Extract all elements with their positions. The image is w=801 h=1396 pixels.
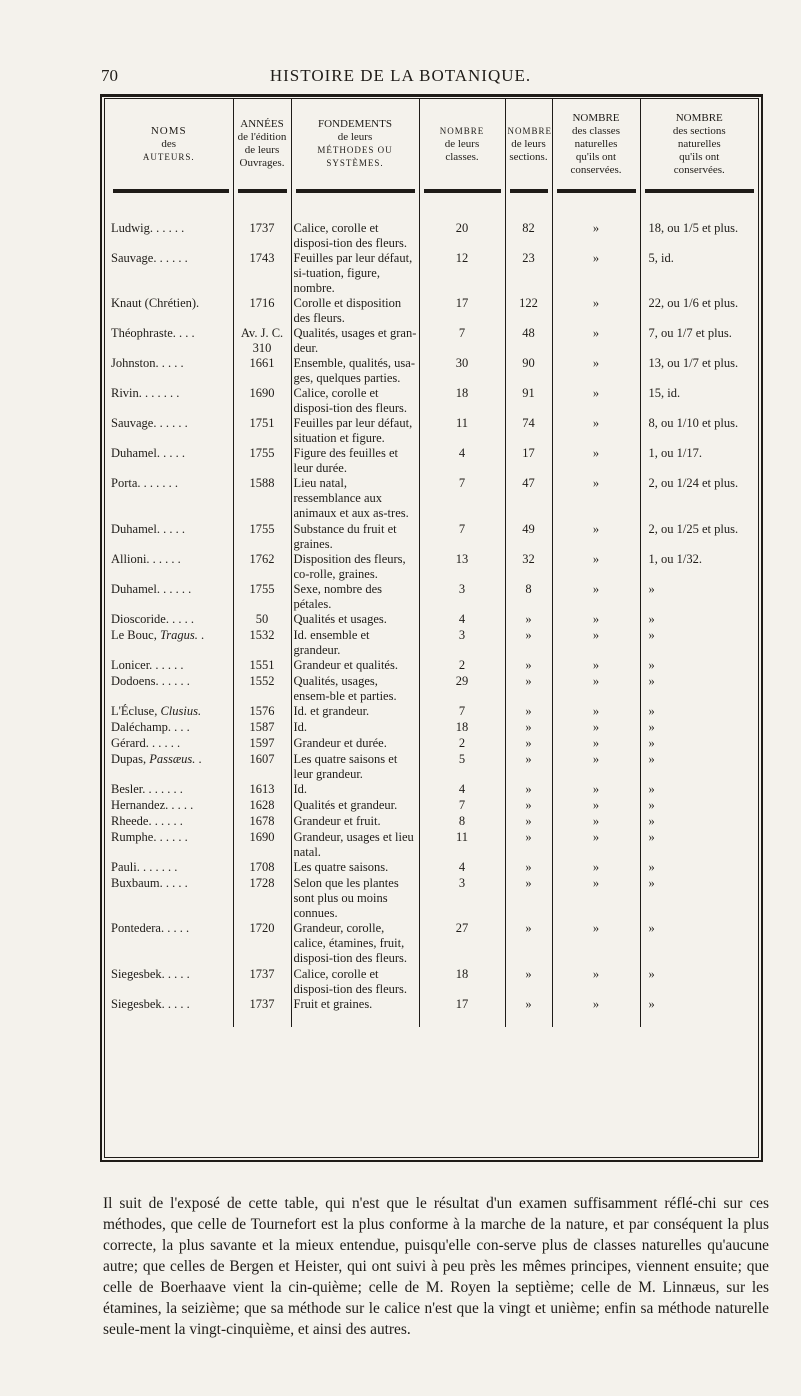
author-cell: Daléchamp. . . . — [111, 720, 190, 734]
table-row — [105, 736, 758, 752]
sections-count-cell: » — [505, 736, 552, 752]
author-cell: Siegesbek. . . . . — [111, 997, 190, 1011]
sections-count-cell: 17 — [505, 446, 552, 476]
header-nombre-classes: NOMBRE de leurs classes. — [419, 99, 505, 189]
natural-sections-cell: » — [640, 782, 758, 798]
classes-count-cell: 17 — [419, 296, 505, 326]
foundation-cell: Feuilles par leur défaut, si-tuation, figure, nombre. — [291, 251, 419, 296]
natural-classes-cell: » — [552, 860, 640, 876]
classes-count-cell: 18 — [419, 720, 505, 736]
natural-classes-cell: » — [552, 658, 640, 674]
table-row — [105, 386, 758, 416]
header-nombre-sections: NOMBRE de leurs sections. — [505, 99, 552, 189]
table-row — [105, 476, 758, 522]
natural-classes-cell: » — [552, 752, 640, 782]
foundation-cell: Qualités, usages, ensem-ble et parties. — [291, 674, 419, 704]
table-row — [105, 356, 758, 386]
sections-count-cell: » — [505, 830, 552, 860]
foundation-cell: Fruit et graines. — [291, 997, 419, 1027]
natural-classes-cell: » — [552, 356, 640, 386]
author-cell: Lonicer. . . . . . — [111, 658, 184, 672]
classes-count-cell: 30 — [419, 356, 505, 386]
year-cell: 1690 — [233, 830, 291, 860]
classes-count-cell: 4 — [419, 782, 505, 798]
table-row — [105, 830, 758, 860]
author-cell: Hernandez. . . . . — [111, 798, 194, 812]
table-body — [105, 221, 758, 1027]
natural-classes-cell: » — [552, 830, 640, 860]
year-cell: Av. J. C. 310 — [233, 326, 291, 356]
natural-sections-cell: » — [640, 720, 758, 736]
classes-count-cell: 7 — [419, 476, 505, 522]
natural-sections-cell: » — [640, 658, 758, 674]
sections-count-cell: » — [505, 798, 552, 814]
natural-classes-cell: » — [552, 582, 640, 612]
running-title: HISTOIRE DE LA BOTANIQUE. — [269, 66, 532, 85]
header-classes-naturelles: NOMBRE des classes naturelles qu'ils ont conservées. — [552, 99, 640, 189]
natural-classes-cell: » — [552, 814, 640, 830]
sections-count-cell: » — [505, 752, 552, 782]
sections-count-cell: » — [505, 704, 552, 720]
classes-count-cell: 3 — [419, 582, 505, 612]
sections-count-cell: 82 — [505, 221, 552, 251]
sections-count-cell: 47 — [505, 476, 552, 522]
natural-classes-cell: » — [552, 552, 640, 582]
header-row — [105, 99, 758, 189]
foundation-cell: Feuilles par leur défaut, situation et figure. — [291, 416, 419, 446]
foundation-cell: Calice, corolle et disposi-tion des fleurs. — [291, 967, 419, 997]
natural-classes-cell: » — [552, 416, 640, 446]
natural-classes-cell: » — [552, 674, 640, 704]
foundation-cell: Sexe, nombre des pétales. — [291, 582, 419, 612]
foundation-cell: Qualités, usages et gran-deur. — [291, 326, 419, 356]
table-row — [105, 552, 758, 582]
sections-count-cell: » — [505, 612, 552, 628]
table-row — [105, 921, 758, 967]
sections-count-cell: » — [505, 674, 552, 704]
sections-count-cell: 49 — [505, 522, 552, 552]
year-cell: 1678 — [233, 814, 291, 830]
natural-sections-cell: 5, id. — [640, 251, 758, 296]
table-row — [105, 997, 758, 1027]
natural-classes-cell: » — [552, 720, 640, 736]
sections-count-cell: 8 — [505, 582, 552, 612]
sections-count-cell: » — [505, 720, 552, 736]
natural-sections-cell: 8, ou 1/10 et plus. — [640, 416, 758, 446]
natural-sections-cell: 18, ou 1/5 et plus. — [640, 221, 758, 251]
table-row — [105, 296, 758, 326]
classes-count-cell: 3 — [419, 876, 505, 921]
classes-count-cell: 12 — [419, 251, 505, 296]
running-head — [0, 66, 801, 88]
natural-classes-cell: » — [552, 704, 640, 720]
table-row — [105, 720, 758, 736]
classes-count-cell: 2 — [419, 736, 505, 752]
sections-count-cell: 122 — [505, 296, 552, 326]
table-row — [105, 612, 758, 628]
natural-classes-cell: » — [552, 921, 640, 967]
foundation-cell: Id. — [291, 720, 419, 736]
year-cell: 50 — [233, 612, 291, 628]
natural-sections-cell: » — [640, 612, 758, 628]
natural-sections-cell: 15, id. — [640, 386, 758, 416]
author-cell: Pontedera. . . . . — [111, 921, 190, 935]
natural-sections-cell: » — [640, 582, 758, 612]
classes-count-cell: 2 — [419, 658, 505, 674]
author-cell: Duhamel. . . . . — [111, 522, 185, 536]
classes-count-cell: 5 — [419, 752, 505, 782]
table-row — [105, 752, 758, 782]
year-cell: 1716 — [233, 296, 291, 326]
author-cell: Buxbaum. . . . . — [111, 876, 188, 890]
classes-count-cell: 20 — [419, 221, 505, 251]
natural-sections-cell: 1, ou 1/32. — [640, 552, 758, 582]
year-cell: 1755 — [233, 582, 291, 612]
foundation-cell: Lieu natal, ressemblance aux animaux et aux as-tres. — [291, 476, 419, 522]
table-row — [105, 658, 758, 674]
author-cell: Siegesbek. . . . . — [111, 967, 190, 981]
natural-classes-cell: » — [552, 326, 640, 356]
foundation-cell: Substance du fruit et graines. — [291, 522, 419, 552]
foundation-cell: Id. ensemble et grandeur. — [291, 628, 419, 658]
table-row — [105, 251, 758, 296]
natural-sections-cell: » — [640, 736, 758, 752]
year-cell: 1597 — [233, 736, 291, 752]
year-cell: 1607 — [233, 752, 291, 782]
natural-classes-cell: » — [552, 446, 640, 476]
sections-count-cell: » — [505, 860, 552, 876]
sections-count-cell: » — [505, 997, 552, 1027]
sections-count-cell: 23 — [505, 251, 552, 296]
table-row — [105, 674, 758, 704]
classes-count-cell: 8 — [419, 814, 505, 830]
natural-sections-cell: 7, ou 1/7 et plus. — [640, 326, 758, 356]
natural-classes-cell: » — [552, 876, 640, 921]
year-cell: 1737 — [233, 997, 291, 1027]
classes-count-cell: 18 — [419, 386, 505, 416]
natural-sections-cell: 13, ou 1/7 et plus. — [640, 356, 758, 386]
year-cell: 1708 — [233, 860, 291, 876]
natural-sections-cell: » — [640, 860, 758, 876]
table-row — [105, 798, 758, 814]
natural-sections-cell: 2, ou 1/25 et plus. — [640, 522, 758, 552]
natural-classes-cell: » — [552, 736, 640, 752]
natural-classes-cell: » — [552, 628, 640, 658]
natural-classes-cell: » — [552, 522, 640, 552]
classes-count-cell: 7 — [419, 704, 505, 720]
foundation-cell: Id. — [291, 782, 419, 798]
year-cell: 1613 — [233, 782, 291, 798]
natural-sections-cell: » — [640, 814, 758, 830]
year-cell: 1737 — [233, 221, 291, 251]
year-cell: 1690 — [233, 386, 291, 416]
natural-sections-cell: » — [640, 921, 758, 967]
natural-classes-cell: » — [552, 798, 640, 814]
classes-count-cell: 7 — [419, 798, 505, 814]
year-cell: 1661 — [233, 356, 291, 386]
author-cell: Dioscoride. . . . . — [111, 612, 194, 626]
classes-count-cell: 29 — [419, 674, 505, 704]
classes-count-cell: 17 — [419, 997, 505, 1027]
natural-classes-cell: » — [552, 967, 640, 997]
author-cell: Dupas, Passæus. . — [111, 752, 202, 766]
sections-count-cell: 32 — [505, 552, 552, 582]
natural-classes-cell: » — [552, 476, 640, 522]
year-cell: 1532 — [233, 628, 291, 658]
natural-sections-cell: » — [640, 798, 758, 814]
sections-count-cell: » — [505, 876, 552, 921]
author-cell: Théophraste. . . . — [111, 326, 195, 340]
author-cell: Allioni. . . . . . — [111, 552, 181, 566]
author-cell: Ludwig. . . . . . — [111, 221, 185, 235]
sections-count-cell: » — [505, 658, 552, 674]
foundation-cell: Calice, corolle et disposi-tion des fleurs. — [291, 221, 419, 251]
natural-classes-cell: » — [552, 612, 640, 628]
foundation-cell: Corolle et disposition des fleurs. — [291, 296, 419, 326]
sections-count-cell: » — [505, 814, 552, 830]
table-row — [105, 326, 758, 356]
header-annees: ANNÉES de l'édition de leurs Ouvrages. — [233, 99, 291, 189]
natural-sections-cell: » — [640, 704, 758, 720]
foundation-cell: Les quatre saisons et leur grandeur. — [291, 752, 419, 782]
table-row — [105, 446, 758, 476]
author-cell: Duhamel. . . . . . — [111, 582, 192, 596]
year-cell: 1737 — [233, 967, 291, 997]
year-cell: 1755 — [233, 522, 291, 552]
foundation-cell: Grandeur, usages et lieu natal. — [291, 830, 419, 860]
sections-count-cell: 74 — [505, 416, 552, 446]
table-row — [105, 860, 758, 876]
author-cell: Rivin. . . . . . . — [111, 386, 180, 400]
year-cell: 1576 — [233, 704, 291, 720]
sections-count-cell: » — [505, 967, 552, 997]
natural-classes-cell: » — [552, 221, 640, 251]
natural-classes-cell: » — [552, 386, 640, 416]
table-row — [105, 814, 758, 830]
classes-count-cell: 13 — [419, 552, 505, 582]
foundation-cell: Selon que les plantes sont plus ou moins connues. — [291, 876, 419, 921]
table-row — [105, 704, 758, 720]
natural-sections-cell: » — [640, 876, 758, 921]
classes-count-cell: 7 — [419, 522, 505, 552]
year-cell: 1587 — [233, 720, 291, 736]
foundation-cell: Les quatre saisons. — [291, 860, 419, 876]
author-cell: Besler. . . . . . . — [111, 782, 183, 796]
natural-sections-cell: » — [640, 674, 758, 704]
table-row — [105, 582, 758, 612]
classes-count-cell: 7 — [419, 326, 505, 356]
sections-count-cell: » — [505, 921, 552, 967]
table-row — [105, 876, 758, 921]
natural-sections-cell: » — [640, 628, 758, 658]
natural-classes-cell: » — [552, 296, 640, 326]
author-cell: Dodoens. . . . . . — [111, 674, 190, 688]
author-cell: Knaut (Chrétien). — [111, 296, 200, 310]
table-row — [105, 522, 758, 552]
year-cell: 1728 — [233, 876, 291, 921]
classes-count-cell: 4 — [419, 860, 505, 876]
sections-count-cell: 48 — [505, 326, 552, 356]
author-cell: Rheede. . . . . . — [111, 814, 183, 828]
year-cell: 1751 — [233, 416, 291, 446]
sections-count-cell: 91 — [505, 386, 552, 416]
natural-sections-cell: » — [640, 830, 758, 860]
natural-classes-cell: » — [552, 251, 640, 296]
author-cell: Rumphe. . . . . . — [111, 830, 188, 844]
foundation-cell: Grandeur et durée. — [291, 736, 419, 752]
table-row — [105, 416, 758, 446]
foundation-cell: Grandeur, corolle, calice, étamines, fruit, disposi-tion des fleurs. — [291, 921, 419, 967]
sections-count-cell: » — [505, 628, 552, 658]
page-number: 70 — [101, 66, 118, 85]
foundation-cell: Calice, corolle et disposi-tion des fleurs. — [291, 386, 419, 416]
author-cell: Gérard. . . . . . — [111, 736, 181, 750]
classes-count-cell: 18 — [419, 967, 505, 997]
year-cell: 1720 — [233, 921, 291, 967]
sections-count-cell: 90 — [505, 356, 552, 386]
foundation-cell: Id. et grandeur. — [291, 704, 419, 720]
year-cell: 1755 — [233, 446, 291, 476]
natural-sections-cell: » — [640, 967, 758, 997]
year-cell: 1743 — [233, 251, 291, 296]
table-row — [105, 782, 758, 798]
header-sections-naturelles: NOMBRE des sections naturelles qu'ils ont conservées. — [640, 99, 758, 189]
foundation-cell: Qualités et usages. — [291, 612, 419, 628]
table-row — [105, 628, 758, 658]
author-cell: Duhamel. . . . . — [111, 446, 185, 460]
author-cell: L'Écluse, Clusius. — [111, 704, 202, 718]
table-row — [105, 967, 758, 997]
natural-sections-cell: 2, ou 1/24 et plus. — [640, 476, 758, 522]
table-row — [105, 221, 758, 251]
foundation-cell: Figure des feuilles et leur durée. — [291, 446, 419, 476]
natural-sections-cell: 1, ou 1/17. — [640, 446, 758, 476]
natural-classes-cell: » — [552, 997, 640, 1027]
header-spacer — [105, 193, 758, 221]
body-paragraph: Il suit de l'exposé de cette table, qui n'est que le résultat d'un examen suffisamment réflé-chi sur ces méthodes, que celle de Tournefort est la plus conforme à la marche de la nature, et par conséquent la plus correcte, la plus savante et la mieux entendue, puisqu'elle con-serve plus de classes naturelles qu'aucune autre; que celles de Bergen et Heister, qui ont suivi à peu près les mêmes principes, viennent ensuite; que celle de Boerhaave vient la cin-quième; celle de M. Royen la septième; celle de M. Linnæus, sur les étamines, la seizième; que sa méthode sur le calice n'est que la vingt et unième; enfin sa méthode naturelle seule-ment la vingt-cinquième, et ainsi des autres. — [103, 1195, 769, 1339]
classes-count-cell: 3 — [419, 628, 505, 658]
year-cell: 1552 — [233, 674, 291, 704]
classes-count-cell: 4 — [419, 612, 505, 628]
header-fondements: FONDEMENTS de leurs MÉTHODES OU SYSTÈMES. — [291, 99, 419, 189]
classes-count-cell: 4 — [419, 446, 505, 476]
natural-sections-cell: 22, ou 1/6 et plus. — [640, 296, 758, 326]
classes-count-cell: 11 — [419, 830, 505, 860]
foundation-cell: Grandeur et fruit. — [291, 814, 419, 830]
natural-sections-cell: » — [640, 997, 758, 1027]
author-cell: Sauvage. . . . . . — [111, 416, 188, 430]
classes-count-cell: 27 — [419, 921, 505, 967]
natural-sections-cell: » — [640, 752, 758, 782]
year-cell: 1762 — [233, 552, 291, 582]
author-cell: Porta. . . . . . . — [111, 476, 179, 490]
natural-classes-cell: » — [552, 782, 640, 798]
header-noms: NOMS des AUTEURS. — [142, 124, 195, 162]
foundation-cell: Grandeur et qualités. — [291, 658, 419, 674]
foundation-cell: Disposition des fleurs, co-rolle, graines. — [291, 552, 419, 582]
sections-count-cell: » — [505, 782, 552, 798]
year-cell: 1588 — [233, 476, 291, 522]
author-cell: Johnston. . . . . — [111, 356, 184, 370]
botany-methods-table — [105, 99, 758, 1027]
author-cell: Sauvage. . . . . . — [111, 251, 188, 265]
author-cell: Pauli. . . . . . . — [111, 860, 178, 874]
author-cell: Le Bouc, Tragus. . — [111, 628, 205, 642]
year-cell: 1551 — [233, 658, 291, 674]
foundation-cell: Ensemble, qualités, usa-ges, quelques parties. — [291, 356, 419, 386]
classes-count-cell: 11 — [419, 416, 505, 446]
year-cell: 1628 — [233, 798, 291, 814]
foundation-cell: Qualités et grandeur. — [291, 798, 419, 814]
